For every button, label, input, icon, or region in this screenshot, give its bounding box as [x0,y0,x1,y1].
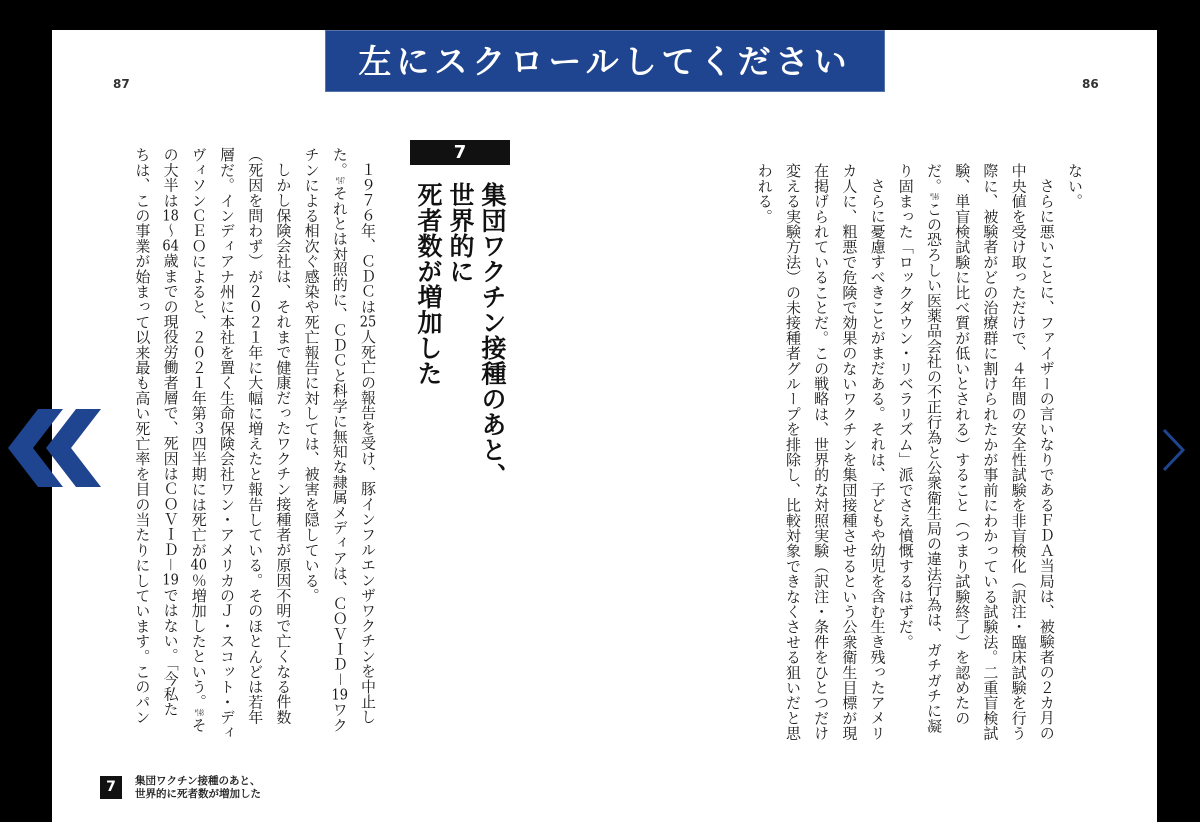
text-column: われる。 [755,163,774,224]
text-column: の大半は18～64歳までの現役労働者層で、死因はＣＯＶＩＤ－19ではない。「今私た [161,147,180,717]
section-title [412,182,508,512]
text-column: 層だ。インディアナ州に本社を置く生命保険会社ワン・アメリカのＪ・スコット・ディ [217,147,236,740]
left-page-body [128,147,382,740]
chevron-right-icon [1158,425,1188,475]
page-number-right: 86 [1082,77,1099,91]
text-column: さらに悪いことに、ファイザーの言いなりであるＦＤＡ当局は、被験者の２カ月の [1037,178,1056,741]
text-column: チンによる相次ぐ感染や死亡報告に対しては、被害を隠している。 [302,147,321,603]
section-title-line: 死者数が増加した [414,182,443,386]
text-segment: ヴィソンＣＥＯによると、２０２１年第３四半期には死亡が40％増加したという。 [189,147,208,710]
section-title-line: 世界的に [446,182,475,284]
text-column: 在掲げられていることだ。この戦略は、世界的な対照実験（訳注・条件をひとつだけ [812,163,831,741]
text-column: しかし保険会社は、それまで健康だったワクチン接種者が原因不明で亡くなる件数 [274,162,293,725]
text-column: さらに憂慮すべきことがまだある。それは、子どもや幼児を含む生き残ったアメリ [868,178,887,741]
page-number-left: 87 [113,77,130,91]
footnote-marker[interactable]: *147 [335,177,345,186]
text-column: 変える実験方法）の未接種者グループを排除し、比較対象できなくさせる狙いだと思 [783,163,802,741]
footnote-marker[interactable]: *148 [194,709,204,718]
text-column [185,147,213,737]
text-column: カ人に、粗悪で危険で効果のないワクチンを集団接種させるという公衆衛生目標が現 [840,163,859,741]
text-segment: この恐ろしい医薬品会社の不正行為と公衆衛生局の違法行為は、ガチガチに凝 [924,201,943,734]
section-title-line: 集団ワクチン接種のあと、 [478,182,507,488]
text-column [920,163,948,753]
footer-title-line: 集団ワクチン接種のあと、 [135,775,261,787]
next-page-button[interactable] [1158,425,1188,475]
text-segment: だ。 [924,163,943,194]
scroll-hint-banner: 左にスクロールしてください [325,30,885,92]
footer-section-number: 7 [100,776,122,799]
text-column: 際に、被験者がどの治療群に割けられたかが事前にわかっている試験法。二重盲検試 [981,163,1000,741]
tate-chu-yoko-number: 40 [190,557,208,573]
text-column: ちは、この事業が始まって以来最も高い死亡率を目の当たりにしています。このパン [133,147,152,725]
tate-chu-yoko-number: 18 [162,207,179,223]
previous-page-button[interactable] [6,406,104,490]
text-column: り固まった「ロックダウン・リベラリズム」派でさえ憤慨するはずだ。 [896,163,915,650]
footer-title-line: 世界的に死者数が増加した [135,788,261,800]
text-column: 験、単盲検試験に比べ質が低いとされる）すること（つまり試験終了）を認めたの [953,163,972,726]
text-column: １９７６年、ＣＤＣは25人死亡の報告を受け、豚インフルエンザワクチンを中止し [359,162,377,725]
section-number-badge: 7 [410,140,510,165]
right-page-body [750,163,1089,753]
text-column: ない。 [1066,163,1084,209]
footnote-marker[interactable]: *146 [930,193,939,202]
tate-chu-yoko-number: 19 [331,687,349,703]
text-column: 中央値を受け取っただけで、４年間の安全性試験を非盲検化（訳注・臨床試験を行う [1009,163,1028,741]
text-segment: た。 [330,147,349,178]
tate-chu-yoko-number: 64 [162,238,179,254]
text-column [326,147,354,737]
footer-running-title [135,775,261,801]
text-segment: それとは対照的に、ＣＤＣと科学に無知な隷属メディアは、ＣＯＶＩＤ－19ワク [330,185,349,733]
double-chevron-left-icon [6,406,104,490]
tate-chu-yoko-number: 25 [359,314,377,329]
text-segment: そ [189,717,208,733]
tate-chu-yoko-number: 19 [162,572,179,588]
text-column: （死因を問わず）が２０２１年に大幅に増えたと報告している。そのほとんどは若年 [246,147,265,725]
